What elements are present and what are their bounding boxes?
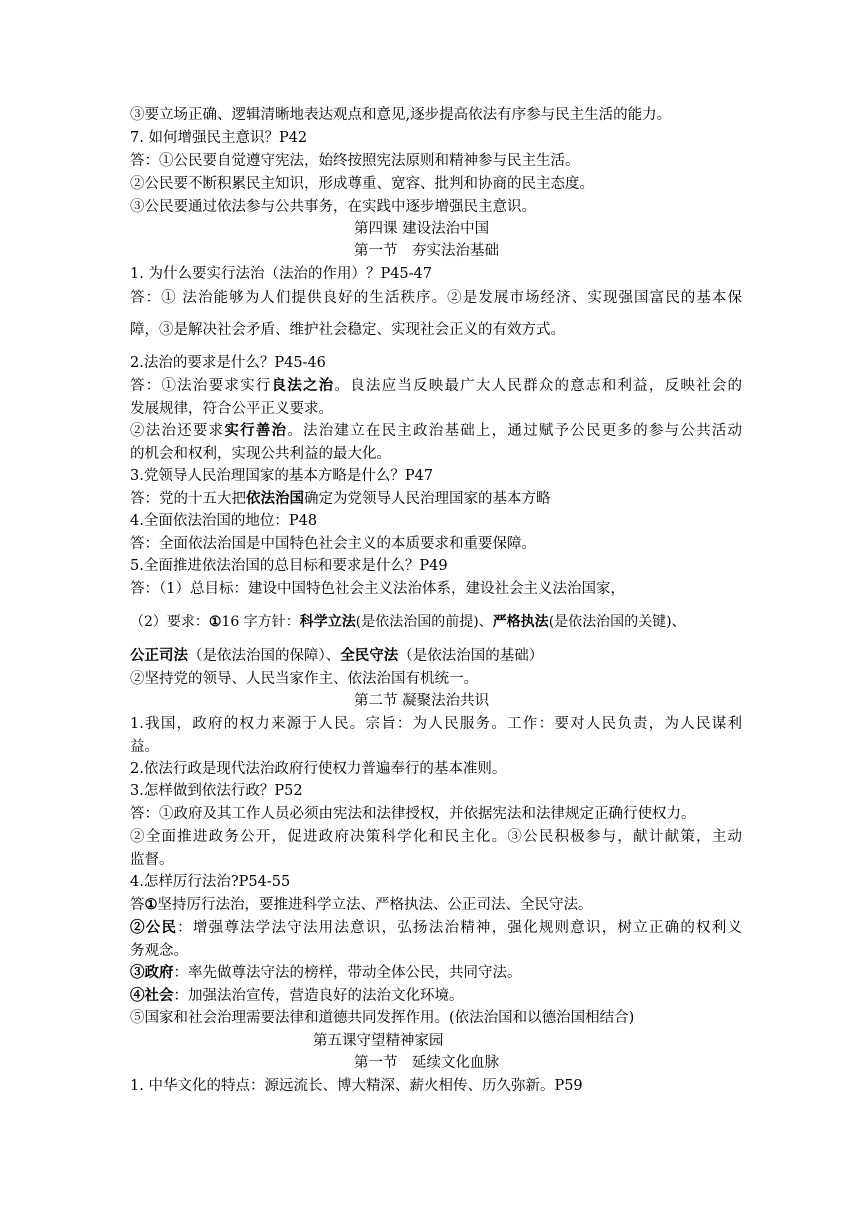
text-line: 务观念。	[130, 943, 188, 959]
text-line: 益。	[130, 739, 159, 755]
bold-term: ③政府	[130, 964, 174, 981]
text-line: ②公民：增强尊法学法守法用法意识，弘扬法治精神，强化规则意识，树立正确的权利义	[130, 919, 742, 936]
bold-term: 科学立法	[299, 614, 356, 630]
text-line: 答①坚持厉行法治，要推进科学立法、严格执法、公正司法、全民守法。	[130, 896, 593, 913]
text-line: ③公民要通过依法参与公共事务，在实践中逐步增强民主意识。	[130, 199, 536, 215]
bold-term: 良法之治	[271, 377, 335, 394]
bold-term: ④社会	[130, 987, 174, 1004]
text-line: 答：① 法治能够为人们提供良好的生活秩序。②是发展市场经济、实现强国富民的基本保	[130, 290, 742, 306]
question-heading: 4.怎样厉行法治?P54-55	[130, 874, 291, 890]
text-line: ②坚持党的领导、人民当家作主、依法治国有机统一。	[130, 671, 478, 687]
text-line: 答：①政府及其工作人员必须由宪法和法律授权，并依据宪法和法律规定正确行使权力。	[130, 806, 696, 822]
text-line: ③要立场正确、逻辑清晰地表达观点和意见,逐步提高依法有序参与民主生活的能力。	[130, 107, 672, 123]
question-heading: 7. 如何增强民主意识？P42	[130, 130, 308, 146]
question-heading: 2.法治的要求是什么？P45-46	[130, 355, 326, 371]
question-heading: 1. 为什么要实行法治（法治的作用）？P45-47	[130, 266, 432, 282]
question-heading: 3.党领导人民治理国家的基本方略是什么？P47	[130, 468, 434, 484]
bold-term: 依法治国	[246, 490, 304, 507]
text-line: 2.依法行政是现代法治政府行使权力普遍奉行的基本准则。	[130, 761, 507, 777]
text-line: 1. 中华文化的特点：源远流长、博大精深、薪火相传、历久弥新。P59	[130, 1078, 583, 1094]
question-heading: 5.全面推进依法治国的总目标和要求是什么？P49	[130, 558, 448, 574]
text-line: 的机会和权利，实现公共利益的最大化。	[130, 446, 391, 462]
text-line: ③政府：率先做尊法守法的榜样，带动全体公民，共同守法。	[130, 964, 522, 981]
text-line: 答：全面依法治国是中国特色社会主义的本质要求和重要保障。	[130, 536, 536, 552]
bold-term: 全民守法	[340, 647, 399, 664]
text-line: 答：（1）总目标：建设中国特色社会主义法治体系，建设社会主义法治国家，	[130, 581, 625, 597]
text-line: 答：①法治要求实行良法之治。良法应当反映最广大人民群众的意志和利益，反映社会的	[130, 377, 743, 394]
text-line: ②全面推进政务公开，促进政府决策科学化和民主化。③公民积极参与，献计献策，主动	[130, 829, 742, 845]
text-line: ⑤国家和社会治理需要法律和道德共同发挥作用。(依法治国和以德治国相结合)	[130, 1010, 635, 1026]
section-title: 第一节 延续文化血脉	[354, 1055, 499, 1071]
lesson-title: 第五课守望精神家园	[313, 1033, 444, 1049]
text-line: 监督。	[130, 852, 174, 868]
lesson-title: 第四课 建设法治中国	[354, 221, 490, 237]
text-line: （2）要求：①16 字方针：科学立法(是依法治国的前提)、严格执法(是依法治国的关键)、	[130, 614, 686, 630]
text-line: 答：党的十五大把依法治国确定为党领导人民治理国家的基本方略	[130, 490, 551, 507]
text-line: 公正司法（是依法治国的保障）、全民守法（是依法治国的基础）	[130, 647, 544, 664]
question-heading: 3.怎样做到依法行政？P52	[130, 783, 303, 799]
bold-term: 严格执法	[492, 614, 549, 630]
text-line: ②法治还要求实行善治。法治建立在民主政治基础上，通过赋予公民更多的参与公共活动	[130, 422, 743, 439]
bold-term: 公正司法	[130, 647, 188, 664]
bold-term: 实行善治	[224, 422, 288, 439]
text-line: 答：①公民要自觉遵守宪法，始终按照宪法原则和精神参与民主生活。	[130, 153, 580, 169]
bold-term: ②公民	[130, 919, 178, 936]
question-heading: 4.全面依法治国的地位：P48	[130, 513, 318, 529]
text-line: 发展规律，符合公平正义要求。	[130, 401, 333, 417]
section-title: 第一节 夯实法治基础	[354, 243, 499, 259]
text-line: 障，③是解决社会矛盾、维护社会稳定、实现社会正义的有效方式。	[130, 322, 565, 338]
text-line: 1.我国，政府的权力来源于人民。宗旨：为人民服务。工作：要对人民负责，为人民谋利	[130, 716, 742, 732]
text-line: ②公民要不断积累民主知识，形成尊重、宽容、批判和协商的民主态度。	[130, 176, 594, 192]
section-title: 第二节 凝聚法治共识	[354, 693, 490, 709]
text-line: ④社会：加强法治宣传，营造良好的法治文化环境。	[130, 987, 464, 1004]
